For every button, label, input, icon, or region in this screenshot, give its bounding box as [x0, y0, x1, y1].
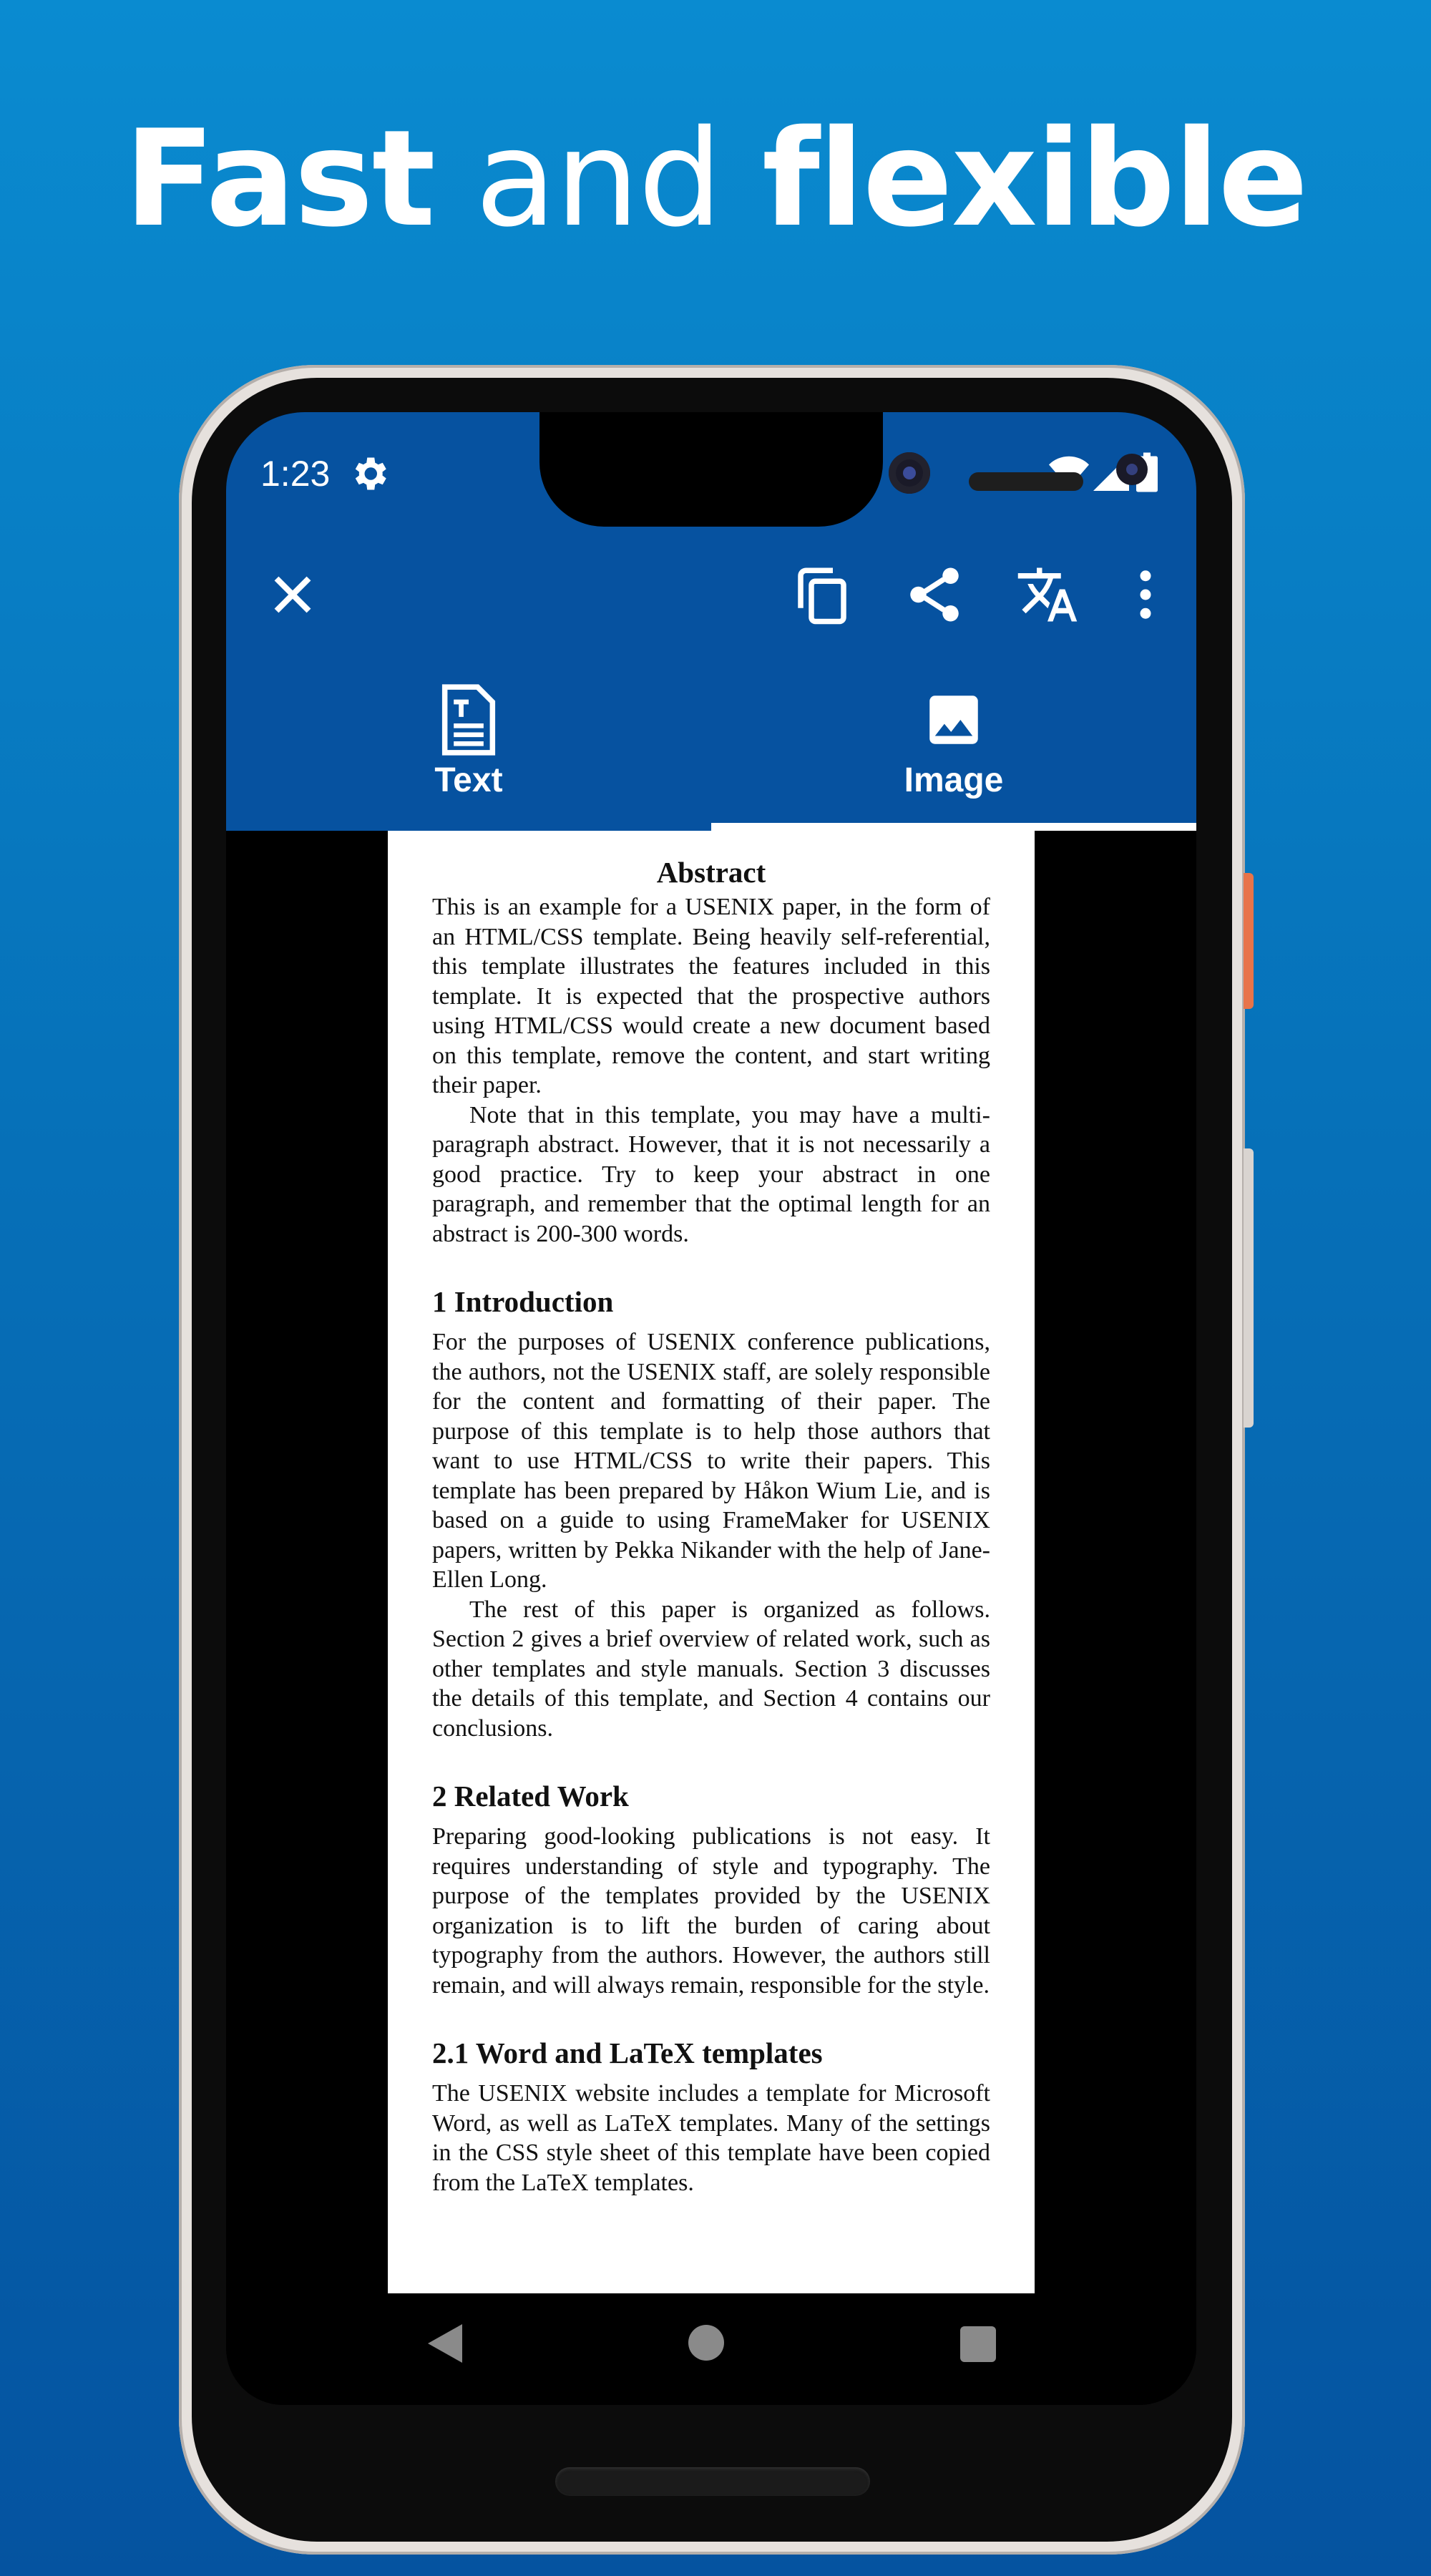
headline-word-flexible: flexible	[761, 101, 1307, 256]
earpiece-speaker	[969, 472, 1083, 491]
front-sensor	[1116, 454, 1148, 485]
related-work-heading: 2 Related Work	[432, 1780, 629, 1813]
tab-text-label: Text	[434, 761, 503, 799]
document-image[interactable]	[388, 831, 1035, 2293]
tab-image[interactable]	[711, 670, 1196, 831]
introduction-paragraph: The rest of this paper is organized as follows. Section 2 gives a brief overview of related work, such as other templates and style manuals. Section 3 discusses the details of this template, and Section 4 contains our conclusions.	[432, 1596, 990, 1742]
status-time: 1:23	[260, 454, 331, 494]
share-icon[interactable]	[902, 562, 967, 627]
image-icon	[922, 684, 986, 756]
copy-icon[interactable]	[790, 562, 854, 627]
recents-icon[interactable]	[960, 2326, 996, 2362]
home-icon[interactable]	[688, 2325, 724, 2361]
phone-screen	[226, 412, 1196, 2405]
more-vert-icon[interactable]	[1113, 562, 1178, 627]
introduction-paragraph: For the purposes of USENIX conference publications, the authors, not the USENIX staff, are solely responsible for the content and formatting of their paper. The purpose of this template is to help those authors that want to use HTML/CSS to write their papers. This template has been prepared by Håkon Wium Lie, and is based on a guide to using FrameMaker for USENIX papers, written by Pekka Nikander with the help of Jane-Ellen Long.	[432, 1329, 990, 1593]
app-bar	[226, 412, 1196, 831]
document-content	[432, 852, 990, 2197]
navigation-bar	[226, 2293, 1196, 2405]
abstract-heading: Abstract	[656, 856, 766, 889]
related-work-paragraph: Preparing good-looking publications is not easy. It requires understanding of style and typography. The purpose of the templates provided by the USENIX organization is to lift the burden of caring about typography from the authors. However, the authors still remain, and will always remain, responsible for the style.	[432, 1823, 990, 1999]
close-icon[interactable]	[260, 562, 325, 627]
front-camera	[889, 452, 930, 494]
introduction-heading: 1 Introduction	[432, 1285, 614, 1318]
bottom-speaker	[555, 2467, 870, 2496]
headline-word-and: and	[474, 101, 721, 256]
text-document-icon	[436, 684, 501, 756]
tab-text[interactable]	[226, 670, 711, 831]
camera-notch	[539, 412, 883, 527]
tab-image-label: Image	[904, 761, 1004, 799]
translate-icon[interactable]	[1015, 562, 1080, 627]
power-button	[1244, 873, 1254, 1009]
headline-word-fast: Fast	[124, 101, 434, 256]
abstract-paragraph: This is an example for a USENIX paper, in the form of an HTML/CSS template. Being heavily self-referential, this template illustrates the features included in this template. It is expected that the prospective authors using HTML/CSS would create a new document based on this template, remove the content, and start writing their paper.	[432, 894, 990, 1098]
volume-button	[1244, 1148, 1254, 1428]
selected-tab-indicator	[711, 823, 1196, 831]
templates-paragraph: The USENIX website includes a template for Microsoft Word, as well as LaTeX templates. Many of the settings in the CSS style sheet of this template have been copied from the LaTeX templates.	[432, 2080, 990, 2196]
headline	[0, 101, 1431, 256]
abstract-paragraph: Note that in this template, you may have a multi-paragraph abstract. However, that it is not necessarily a good practice. Try to keep your abstract in one paragraph, and remember that the optimal length for an abstract is 200-300 words.	[432, 1101, 990, 1247]
gear-icon	[348, 452, 391, 495]
back-icon[interactable]	[424, 2322, 467, 2365]
templates-heading: 2.1 Word and LaTeX templates	[432, 2036, 823, 2069]
